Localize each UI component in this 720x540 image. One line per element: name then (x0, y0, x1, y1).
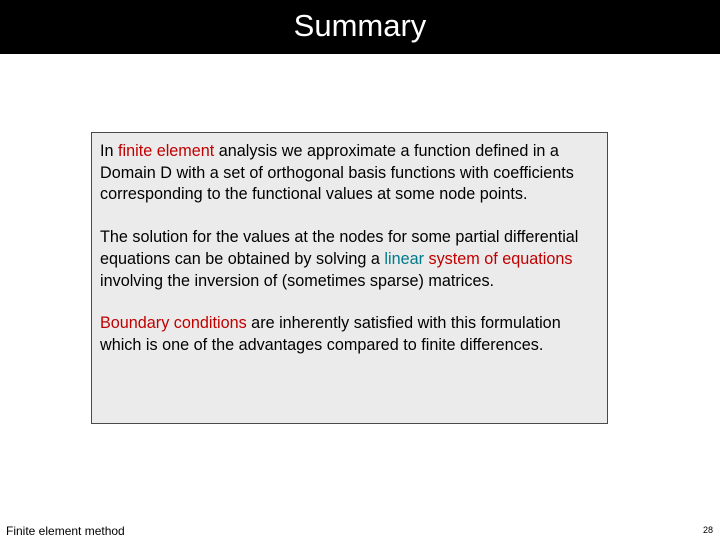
highlight-system-of-equations: system of equations (428, 249, 573, 268)
slide-title: Summary (293, 7, 427, 43)
paragraph-solution (100, 227, 599, 292)
paragraph-finite-element (100, 141, 599, 206)
paragraph-text: analysis we approximate a function defined in a Domain D with a set of orthogonal basis functions with coefficients corresponding to the functional values at some node points. (100, 142, 574, 204)
paragraph-boundary-conditions (100, 313, 599, 356)
title-bar (0, 0, 720, 54)
summary-box (91, 132, 608, 424)
highlight-linear: linear (384, 249, 424, 268)
highlight-finite-element: finite element (118, 142, 215, 160)
paragraph-text: involving the inversion of (sometimes sparse) matrices. (100, 271, 495, 290)
paragraph-text: In (100, 142, 118, 160)
footer-course-title: Finite element method (6, 524, 125, 538)
page-number: 28 (702, 525, 713, 535)
highlight-boundary-conditions: Boundary conditions (100, 314, 247, 333)
paragraph-text: are inherently satisfied with this formulation which is one of the advantages compared to finite differences. (100, 314, 561, 354)
paragraph-text: The solution for the values at the nodes for some partial differential equations can be obtained by solving a (100, 228, 579, 268)
